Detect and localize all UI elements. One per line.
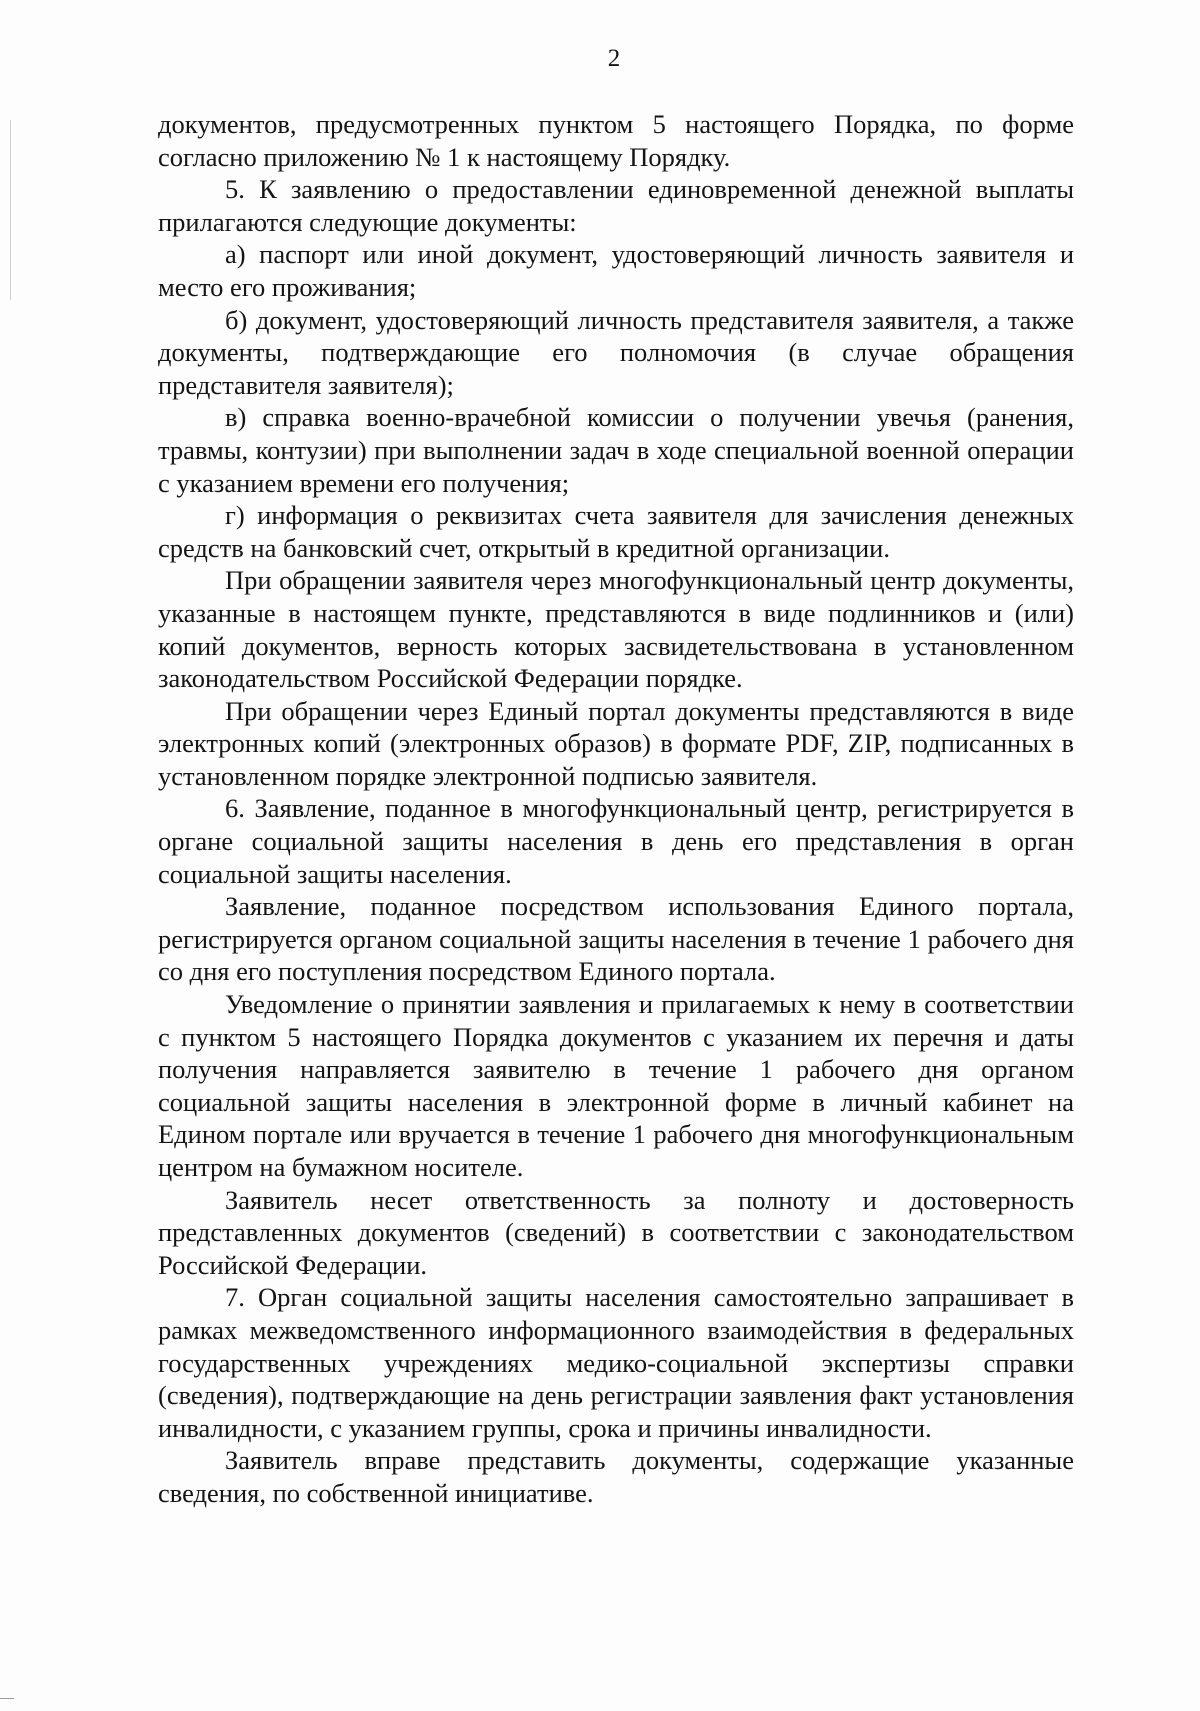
paragraph-portal-registration: Заявление, поданное посредством использования Единого портала, регистрируется органом социальной защиты населения в течение 1 рабочего дня со дня его поступления посредством Единого портала. <box>158 891 1074 987</box>
paragraph-subitem-v: в) справка военно-врачебной комиссии о получении увечья (ранения, травмы, контузии) при выполнении задач в ходе специальной военной операции с указанием времени его получения; <box>158 402 1074 498</box>
scan-edge-mark <box>10 120 11 300</box>
paragraph-portal-documents: При обращении через Единый портал документы представляются в виде электронных копий (электронных образов) в формате PDF, ZIP, подписанных в установленном порядке электронной подписью заявителя. <box>158 695 1074 791</box>
paragraph-notification: Уведомление о принятии заявления и прилагаемых к нему в соответствии с пунктом 5 настоящего Порядка документов с указанием их перечня и даты получения направляется заявителю в течение 1 рабочего дня органом социальной защиты населения в электронной форме в личный кабинет на Едином портале или вручается в течение 1 рабочего дня многофункциональным центром на бумажном носителе. <box>158 989 1074 1182</box>
paragraph-mfc-documents: При обращении заявителя через многофункциональный центр документы, указанные в настоящем пункте, представляются в виде подлинников и (или) копий документов, верность которых засвидетельствована в установленном законодательством Российской Федерации порядке. <box>158 565 1074 694</box>
paragraph-item-6: 6. Заявление, поданное в многофункциональный центр, регистрируется в органе социальной защиты населения в день его представления в орган социальной защиты населения. <box>158 793 1074 889</box>
paragraph-subitem-b: б) документ, удостоверяющий личность представителя заявителя, а также документы, подтверждающие его полномочия (в случае обращения представителя заявителя); <box>158 304 1074 400</box>
paragraph-subitem-a: а) паспорт или иной документ, удостоверяющий личность заявителя и место его проживания; <box>158 239 1074 302</box>
page-number: 2 <box>607 45 621 72</box>
paragraph-continuation: документов, предусмотренных пунктом 5 настоящего Порядка, по форме согласно приложению № 1 к настоящему Порядку. <box>158 109 1074 172</box>
paragraph-subitem-g: г) информация о реквизитах счета заявителя для зачисления денежных средств на банковский счет, открытый в кредитной организации. <box>158 500 1074 563</box>
paragraph-item-7: 7. Орган социальной защиты населения самостоятельно запрашивает в рамках межведомственного информационного взаимодействия в федеральных государственных учреждениях медико-социальной экспертизы справки (сведения), подтверждающие на день регистрации заявления факт установления инвалидности, с указанием группы, срока и причины инвалидности. <box>158 1282 1074 1443</box>
paragraph-responsibility: Заявитель несет ответственность за полноту и достоверность представленных документов (сведений) в соответствии с законодательством Российской Федерации. <box>158 1184 1074 1280</box>
scan-corner-mark <box>0 1698 14 1699</box>
paragraph-own-initiative: Заявитель вправе представить документы, содержащие указанные сведения, по собственной инициативе. <box>158 1445 1074 1508</box>
document-body <box>158 108 1074 1510</box>
paragraph-item-5: 5. К заявлению о предоставлении единовременной денежной выплаты прилагаются следующие документы: <box>158 174 1074 237</box>
